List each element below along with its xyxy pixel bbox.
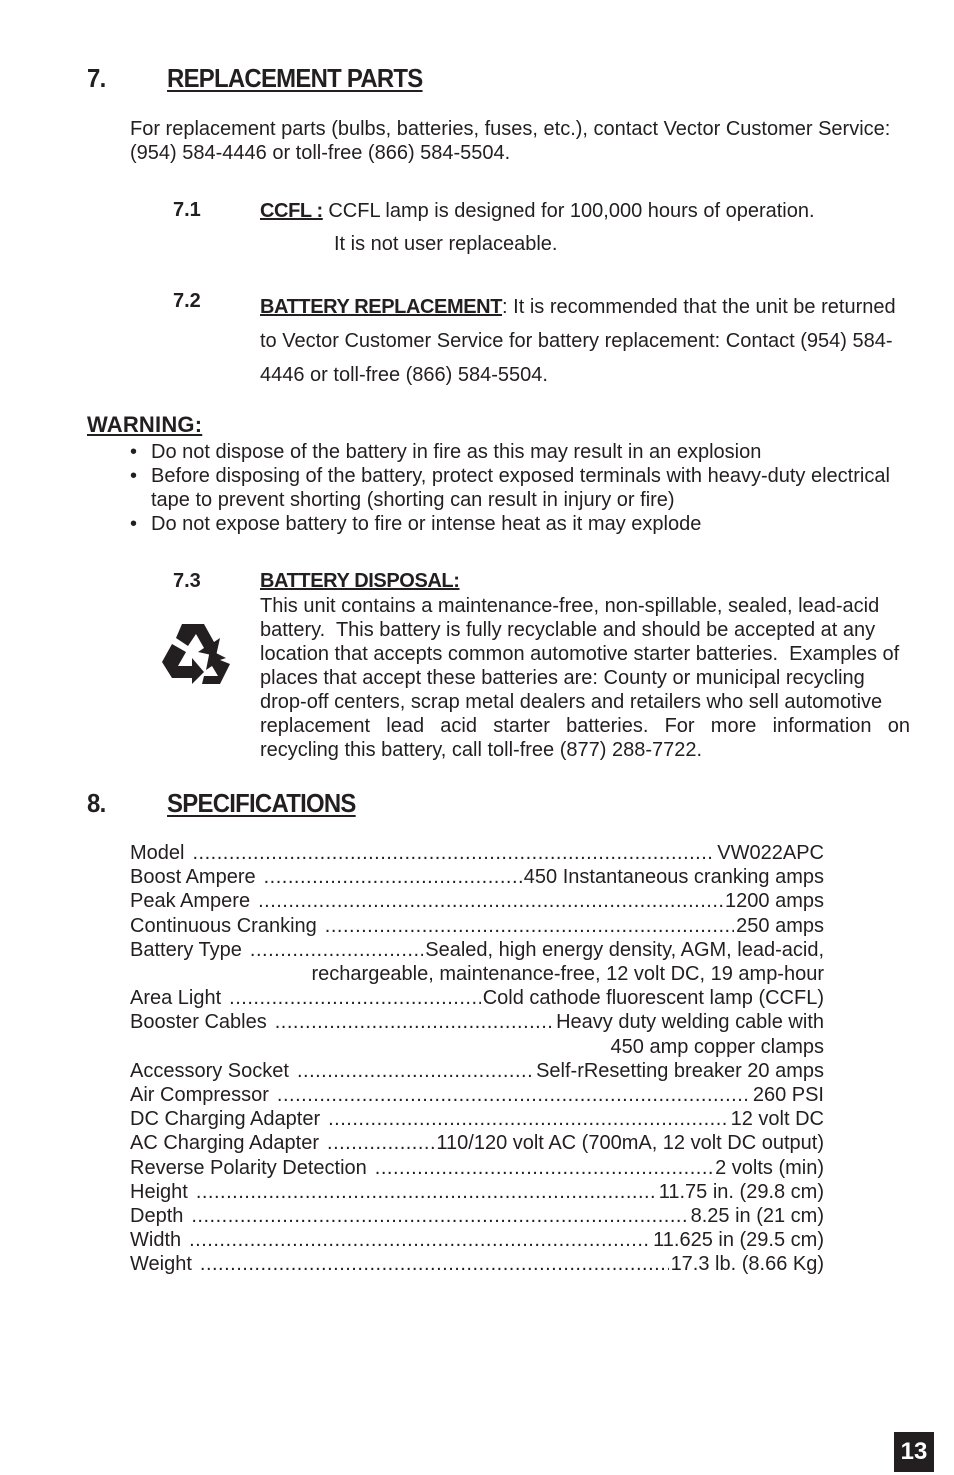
spec-leader-dots	[189, 1228, 651, 1252]
spec-value-continued: rechargeable, maintenance-free, 12 volt DC, 19 amp-hour	[311, 963, 824, 986]
subsection-7-1-text: CCFL lamp is designed for 100,000 hours of operation.	[322, 200, 815, 222]
spec-leader-dots	[327, 1131, 434, 1155]
subsection-7-3-body	[260, 594, 910, 762]
spec-row	[130, 914, 824, 938]
spec-leader-dots	[375, 1156, 713, 1180]
specifications-list	[130, 841, 824, 1277]
section-7-intro	[130, 117, 920, 165]
disposal-line: location that accepts common automotive starter batteries. Examples of	[260, 643, 900, 665]
spec-value: 11.75 in. (29.8 cm)	[658, 1180, 824, 1203]
spec-label: DC Charging Adapter	[130, 1108, 321, 1131]
subsection-7-2-title: BATTERY REPLACEMENT	[260, 296, 503, 318]
intro-line-1: For replacement parts (bulbs, batteries, fuses, etc.), contact Vector Customer Service:	[130, 118, 891, 140]
spec-label: Accessory Socket	[130, 1059, 289, 1082]
spec-row	[130, 889, 824, 913]
warning-item: • Do not expose battery to fire or intense heat as it may explode	[130, 512, 915, 536]
subsection-7-2-text-1: : It is recommended that the unit be returned	[502, 296, 896, 318]
spec-row	[130, 1228, 824, 1252]
spec-leader-dots	[264, 865, 522, 889]
warning-item: • Before disposing of the battery, protect exposed terminals with heavy-duty electrical tape to prevent shorting (shorting can result in injury or fire)	[130, 464, 915, 512]
spec-row	[130, 938, 824, 962]
intro-line-2: (954) 584-4446 or toll-free (866) 584-5504.	[130, 142, 511, 164]
section-8-number: 8.	[87, 788, 106, 818]
recycle-icon	[160, 622, 232, 692]
spec-row	[130, 1180, 824, 1204]
spec-row	[130, 1083, 824, 1107]
warning-item: • Do not dispose of the battery in fire as this may result in an explosion	[130, 440, 915, 464]
spec-leader-dots	[191, 1204, 688, 1228]
spec-value: 12 volt DC	[730, 1108, 824, 1131]
spec-leader-dots	[192, 841, 715, 865]
subsection-7-3-number: 7.3	[173, 570, 201, 592]
subsection-7-3-title: BATTERY DISPOSAL:	[260, 570, 460, 592]
section-8-heading	[87, 788, 356, 819]
spec-leader-dots	[325, 914, 734, 938]
spec-row	[130, 1252, 824, 1276]
spec-value: 110/120 volt AC (700mA, 12 volt DC output)	[436, 1132, 824, 1155]
spec-leader-dots	[328, 1107, 729, 1131]
spec-row	[130, 865, 824, 889]
spec-label: Peak Ampere	[130, 890, 251, 913]
warning-list	[130, 440, 915, 536]
subsection-7-2-number: 7.2	[173, 290, 201, 312]
spec-leader-dots	[200, 1252, 669, 1276]
spec-row	[130, 1131, 824, 1155]
spec-value: 2 volts (min)	[715, 1156, 824, 1179]
warning-heading: WARNING:	[87, 412, 203, 437]
spec-row	[130, 841, 824, 865]
spec-label: Booster Cables	[130, 1011, 267, 1034]
subsection-7-1-title: CCFL :	[260, 200, 323, 222]
spec-label: Reverse Polarity Detection	[130, 1156, 367, 1179]
disposal-line: replacement lead acid starter batteries. For more information on	[260, 715, 910, 737]
subsection-7-2-text-3: 4446 or toll-free (866) 584-5504.	[260, 364, 548, 386]
spec-leader-dots	[250, 938, 423, 962]
spec-row	[130, 1156, 824, 1180]
disposal-line: drop-off centers, scrap metal dealers and retailers who sell automotive	[260, 691, 883, 713]
spec-row	[130, 986, 824, 1010]
spec-label: Width	[130, 1229, 182, 1252]
spec-leader-dots	[258, 889, 723, 913]
subsection-7-1-line-2: It is not user replaceable.	[334, 233, 558, 255]
disposal-line: recycling this battery, call toll-free (877) 288-7722.	[260, 739, 703, 761]
spec-label: Battery Type	[130, 938, 242, 961]
spec-label: AC Charging Adapter	[130, 1132, 320, 1155]
spec-value-continued: 450 amp copper clamps	[610, 1035, 824, 1058]
spec-label: Boost Ampere	[130, 866, 256, 889]
spec-value: 17.3 lb. (8.66 Kg)	[670, 1253, 824, 1276]
subsection-7-2-body	[260, 290, 920, 392]
spec-row	[130, 1059, 824, 1083]
section-7-title: REPLACEMENT PARTS	[167, 63, 423, 93]
subsection-7-1-line-1	[260, 199, 815, 223]
spec-value: 8.25 in (21 cm)	[690, 1205, 824, 1228]
spec-value: 1200 amps	[725, 890, 824, 913]
section-7-heading	[87, 63, 423, 94]
spec-label: Depth	[130, 1205, 184, 1228]
spec-row	[130, 1010, 824, 1034]
spec-value: 260 PSI	[752, 1084, 824, 1107]
disposal-line: battery. This battery is fully recyclable and should be accepted at any	[260, 619, 876, 641]
spec-label: Height	[130, 1180, 188, 1203]
spec-label: Area Light	[130, 987, 222, 1010]
disposal-line: places that accept these batteries are: County or municipal recycling	[260, 667, 865, 689]
spec-label: Weight	[130, 1253, 192, 1276]
spec-value: 450 Instantaneous cranking amps	[523, 866, 824, 889]
spec-value: Sealed, high energy density, AGM, lead-acid,	[425, 938, 824, 961]
disposal-line: This unit contains a maintenance-free, non-spillable, sealed, lead-acid	[260, 595, 880, 617]
section-8-title: SPECIFICATIONS	[167, 788, 356, 818]
subsection-7-1-number: 7.1	[173, 199, 201, 221]
subsection-7-2-text-2: to Vector Customer Service for battery replacement: Contact (954) 584-	[260, 330, 893, 352]
page-number: 13	[894, 1432, 934, 1472]
spec-value: 250 amps	[736, 914, 824, 937]
spec-leader-dots	[277, 1083, 751, 1107]
spec-row	[130, 1107, 824, 1131]
spec-value: VW022APC	[717, 842, 824, 864]
spec-value: Heavy duty welding cable with	[556, 1011, 824, 1034]
spec-leader-dots	[229, 986, 481, 1010]
spec-value: Cold cathode fluorescent lamp (CCFL)	[482, 987, 824, 1010]
spec-leader-dots	[297, 1059, 534, 1083]
spec-label: Model	[130, 842, 185, 864]
section-7-number: 7.	[87, 63, 106, 93]
spec-label: Continuous Cranking	[130, 914, 317, 937]
spec-value: 11.625 in (29.5 cm)	[653, 1229, 824, 1252]
spec-value: Self-rResetting breaker 20 amps	[536, 1059, 824, 1082]
spec-row	[130, 1204, 824, 1228]
spec-label: Air Compressor	[130, 1084, 269, 1107]
spec-leader-dots	[196, 1180, 657, 1204]
spec-leader-dots	[275, 1010, 554, 1034]
